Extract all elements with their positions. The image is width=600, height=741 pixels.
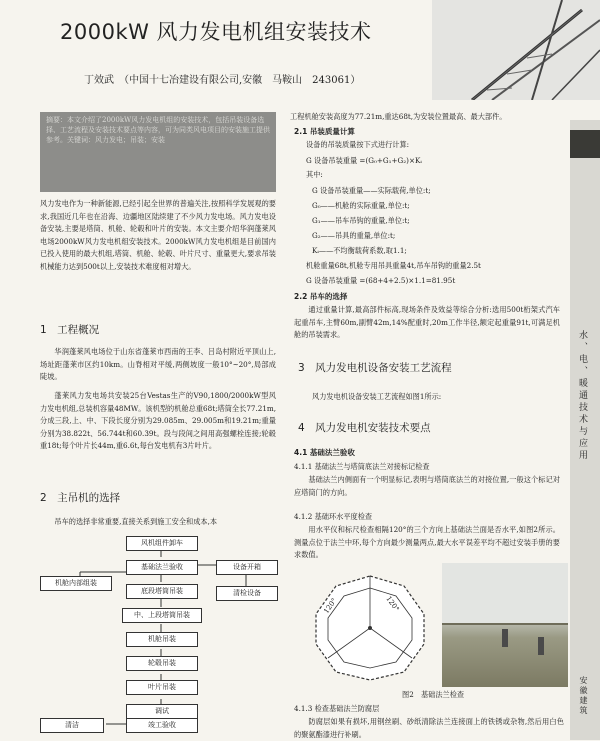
flow-box-nacelle: 机舱吊装 bbox=[126, 632, 198, 647]
figure-2-caption: 图2 基础法兰检查 bbox=[402, 690, 465, 699]
heading-4-1: 4.1 基础法兰验收 bbox=[294, 448, 355, 457]
where-label: 其中: bbox=[306, 170, 323, 179]
heading-4-1-3: 4.1.3 检查基础法兰防腐层 bbox=[294, 704, 380, 713]
calc-line: 机舱重量68t,机舱专用吊具重量4t,吊车吊钩的重量2.5t bbox=[306, 261, 481, 270]
def-4: G₂——吊具的重量,单位:t; bbox=[312, 231, 396, 240]
crane-photo bbox=[432, 0, 600, 100]
s412-paragraph: 用水平仪和标尺检查相隔120°的三个方向上基础法兰面是否水平,如图2所示。测量点位于法兰中环,每个方向最少测量两点,最大水平误差平均不超过安装手册的要求数值。 bbox=[294, 525, 560, 560]
paper-title: 2000kW 风力发电机组安装技术 bbox=[60, 20, 372, 44]
flange-diagram bbox=[306, 572, 434, 684]
angle-label-1: 120° bbox=[322, 596, 339, 616]
s411-paragraph: 基础法兰内侧面有一个明显标记,表明与塔筒底法兰的对接位置,一般这个标记对应塔筒门的方向。 bbox=[294, 475, 560, 497]
heading-2-2: 2.2 吊车的选择 bbox=[294, 292, 348, 301]
abstract-box bbox=[40, 112, 276, 192]
heading-2-1: 2.1 吊装质量计算 bbox=[294, 127, 355, 136]
def-5: Kᵢ——不均衡载荷系数,取1.1; bbox=[312, 246, 407, 255]
flow-box-nacelle-assembly: 机舱内部组装 bbox=[40, 576, 112, 591]
def-2: G₀——机舱的实际重量,单位:t; bbox=[312, 201, 410, 210]
formula-1: G 设备吊装重量 =(G₀+G₁+G₂)×Kᵢ bbox=[306, 156, 422, 165]
section-3-heading: 3 风力发电机设备安装工艺流程 bbox=[298, 362, 452, 374]
s21-intro: 设备的吊装质量按下式进行计算: bbox=[306, 140, 410, 149]
section-2-p1: 吊车的选择非常重要,直接关系到施工安全和成本,本 bbox=[54, 517, 218, 526]
abstract-text: 摘要：本文介绍了2000kW风力发电机组的安装技术，包括吊装设备选择、工艺流程及安装技术要点等内容，可为同类风电项目的安装施工提供参考。关键词：风力发电；吊装；安装 bbox=[46, 116, 270, 144]
section-1-heading: 1 工程概况 bbox=[40, 324, 100, 336]
angle-label-2: 120° bbox=[384, 594, 401, 614]
flow-box-flange-check: 基础法兰验收 bbox=[126, 560, 198, 575]
site-photo bbox=[442, 563, 568, 687]
flow-box-clean: 清洁 bbox=[40, 718, 104, 733]
flow-box-inspect: 清检设备 bbox=[216, 586, 278, 601]
s413-paragraph: 防腐层如果有损坏,用钢丝刷、砂纸清除法兰连接面上的铁锈或杂物,然后用白色的聚氨酯漆进行补刷。 bbox=[294, 717, 564, 739]
section-1-p1: 华润蓬莱风电场位于山东省蓬莱市西南的王李、吕岛村附近平顶山上,场址距蓬莱市区约10km。山脊相对平缓,两侧坡度一般10°~20°,局部成陡坡。 bbox=[40, 347, 276, 382]
flow-box-unload: 风机组件卸车 bbox=[126, 536, 198, 551]
flowchart bbox=[36, 532, 286, 740]
side-tab-bar bbox=[570, 130, 600, 158]
flow-box-hub: 轮毂吊装 bbox=[126, 656, 198, 671]
flow-box-blades: 叶片吊装 bbox=[126, 680, 198, 695]
heading-4-1-2: 4.1.2 基础环水平度检查 bbox=[294, 512, 373, 521]
side-tab-bottom: 安徽建筑 bbox=[579, 676, 588, 716]
side-tab-title: 水、电、暖通技术与应用 bbox=[577, 330, 587, 462]
flow-box-acceptance: 竣工验收 bbox=[126, 718, 198, 733]
author-line: 丁效武 （中国十七冶建设有限公司,安徽 马鞍山 243061） bbox=[84, 75, 361, 86]
def-3: G₁——吊车吊钩的重量,单位:t; bbox=[312, 216, 410, 225]
flow-box-mid-upper-tower: 中、上段塔筒吊装 bbox=[122, 608, 202, 623]
section-1-p2: 蓬莱风力发电场共安装25台Vestas生产的V90,1800/2000kW型风力发电机组,总装机容量48MW。该机型的机舱总重68t;塔筒全长77.21m,分成三段,上、中、下段长度分别为29.085m、29.005m和19.21m;重量分别为38.822t、56.744t和60.39t。段与段间之间用高强螺栓连接;轮毂重18t;每个叶片长44m,重6.6t,每台发电机有3片叶片。 bbox=[40, 391, 276, 451]
flow-box-debug: 调试 bbox=[126, 704, 198, 719]
def-1: G 设备吊装重量——实际载荷,单位:t; bbox=[312, 186, 431, 195]
flow-box-unpack: 设备开箱 bbox=[216, 560, 278, 575]
section-2-heading: 2 主吊机的选择 bbox=[40, 492, 121, 504]
flow-box-bottom-tower: 底段塔筒吊装 bbox=[126, 584, 198, 599]
formula-2: G 设备吊装重量 =(68+4+2.5)×1.1=81.95t bbox=[306, 276, 456, 285]
s22-paragraph: 通过重量计算,最高部件标高,现场条件及效益等综合分析:选用500t桁架式汽车起重吊车,主臂60m,副臂42m,14%配重时,20m工作半径,额定起重量91t,可满足机舱的吊装需求。 bbox=[294, 305, 560, 340]
intro-paragraph: 风力发电作为一种新能源,已经引起全世界的普遍关注,按照科学发展观的要求,我国近几年也在沿海、边疆地区陆续建了不少风力发电场。风力发电设备安装,主要是塔筒、机舱、轮毂和叶片的安装。本文主要介绍华润蓬莱风电场2000kW风力发电机组安装技术。2000kW风力发电机组是目前国内已投入使用的最大机组,塔筒、机舱、轮毂、叶片尺寸、重量更大,要求吊装机械能力达到500t以上,安装技术难度相对增大。 bbox=[40, 199, 276, 271]
right-cont: 工程机舱安装高度为77.21m,重达68t,为安装位置最高、最大部件。 bbox=[290, 112, 507, 121]
section-3-text: 风力发电机设备安装工艺流程如图1所示: bbox=[312, 392, 442, 401]
section-4-heading: 4 风力发电机安装技术要点 bbox=[298, 422, 431, 434]
heading-4-1-1: 4.1.1 基础法兰与塔筒底法兰对接标记检查 bbox=[294, 462, 430, 471]
